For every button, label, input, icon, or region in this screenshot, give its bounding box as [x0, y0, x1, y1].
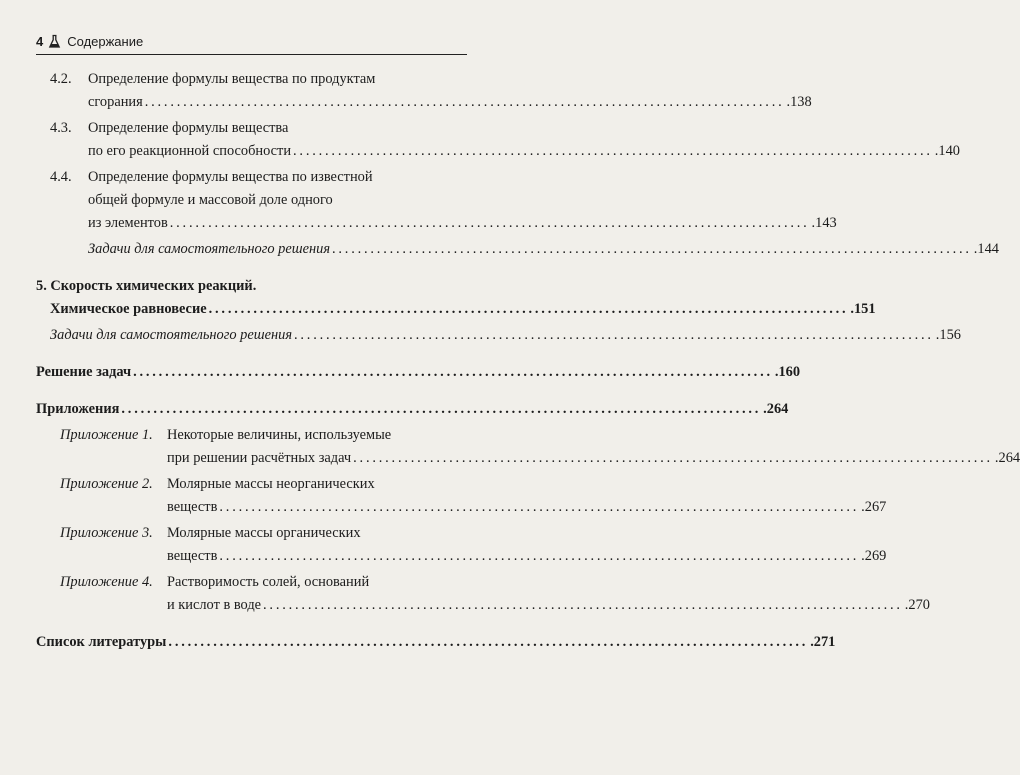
- entry-title-line: веществ: [167, 548, 218, 564]
- toc-entry-4-2: [36, 68, 812, 114]
- leader-dots: ....................................................................................................: [133, 364, 773, 380]
- entry-title-line: Химическое равновесие: [50, 301, 207, 317]
- toc-entry-solutions: [36, 361, 801, 384]
- table-of-contents: [36, 68, 1020, 654]
- appendix-label: Приложение 3.: [60, 525, 153, 541]
- entry-title-line: при решении расчётных задач: [167, 450, 352, 466]
- toc-entry-appendix-2: [36, 473, 887, 519]
- page-header: [36, 34, 469, 49]
- entry-title-line: 5. Скорость химических реакций.: [36, 278, 257, 294]
- leader-dots: ....................................................................................................: [121, 401, 762, 417]
- toc-entry-tasks-5: [36, 324, 961, 347]
- leader-dots: ....................................................................................................: [293, 143, 933, 159]
- page-ref: .270: [904, 597, 930, 613]
- leader-dots: ....................................................................................................: [332, 241, 972, 257]
- leader-dots: ....................................................................................................: [168, 634, 809, 650]
- page-ref: .143: [811, 215, 837, 231]
- page-ref: .156: [935, 327, 961, 343]
- entry-title-line: Решение задач: [36, 364, 132, 380]
- leader-dots: ....................................................................................................: [219, 548, 860, 564]
- toc-entry-appendix-3: [36, 522, 887, 568]
- leader-dots: ....................................................................................................: [263, 597, 903, 613]
- entry-title-line: Определение формулы вещества по продуктам: [88, 71, 376, 87]
- leader-dots: ....................................................................................................: [219, 499, 860, 515]
- header-title: Содержание: [67, 34, 144, 49]
- entry-number: 4.3.: [50, 120, 72, 136]
- toc-entry-4-3: [36, 117, 960, 163]
- appendix-label: Приложение 2.: [60, 476, 153, 492]
- toc-entry-chapter-5: [36, 275, 876, 321]
- entry-title-line: Определение формулы вещества: [88, 120, 289, 136]
- entry-title-line: Определение формулы вещества по известной: [88, 169, 373, 185]
- leader-dots: ....................................................................................................: [169, 215, 810, 231]
- page-ref: .160: [774, 364, 801, 380]
- page-ref: .264: [763, 401, 789, 417]
- leader-dots: ....................................................................................................: [353, 450, 993, 466]
- entry-title-line: из элементов: [88, 215, 168, 231]
- page-ref: .269: [861, 548, 887, 564]
- entry-title-line: Приложения: [36, 401, 120, 417]
- entry-title-line: Молярные массы неорганических: [167, 476, 375, 492]
- toc-entry-appendix-1: [36, 424, 1020, 470]
- toc-entry-tasks-4: [36, 238, 999, 261]
- entry-title-line: и кислот в воде: [167, 597, 262, 613]
- toc-entry-appendices: [36, 398, 789, 421]
- entry-title-line: Растворимость солей, оснований: [167, 574, 370, 590]
- header-rule: [36, 54, 467, 55]
- page-ref: .138: [786, 94, 812, 110]
- leader-dots: ....................................................................................................: [294, 327, 934, 343]
- toc-entry-appendix-4: [36, 571, 930, 617]
- page-ref: .271: [810, 634, 836, 650]
- flask-icon: [49, 35, 60, 48]
- leader-dots: ....................................................................................................: [208, 301, 849, 317]
- entry-title-line: веществ: [167, 499, 218, 515]
- page-number: 4: [36, 34, 44, 49]
- page-ref: .151: [850, 301, 876, 317]
- entry-title-line: Некоторые величины, используемые: [167, 427, 392, 443]
- entry-number: 4.4.: [50, 169, 72, 185]
- entry-number: 4.2.: [50, 71, 72, 87]
- page-ref: .264: [994, 450, 1020, 466]
- entry-title-line: Список литературы: [36, 634, 167, 650]
- entry-title-line: Задачи для самостоятельного решения: [88, 241, 331, 257]
- entry-title-line: по его реакционной способности: [88, 143, 292, 159]
- page-ref: .140: [934, 143, 960, 159]
- appendix-label: Приложение 1.: [60, 427, 153, 443]
- toc-entry-4-4: [36, 166, 837, 235]
- entry-title-line: сгорания: [88, 94, 143, 110]
- leader-dots: ....................................................................................................: [144, 94, 785, 110]
- appendix-label: Приложение 4.: [60, 574, 153, 590]
- entry-title-line: Задачи для самостоятельного решения: [50, 327, 293, 343]
- page-ref: .267: [861, 499, 887, 515]
- entry-title-line: Молярные массы органических: [167, 525, 361, 541]
- page-ref: .144: [973, 241, 999, 257]
- toc-entry-references: [36, 631, 836, 654]
- entry-title-line: общей формуле и массовой доле одного: [88, 192, 333, 208]
